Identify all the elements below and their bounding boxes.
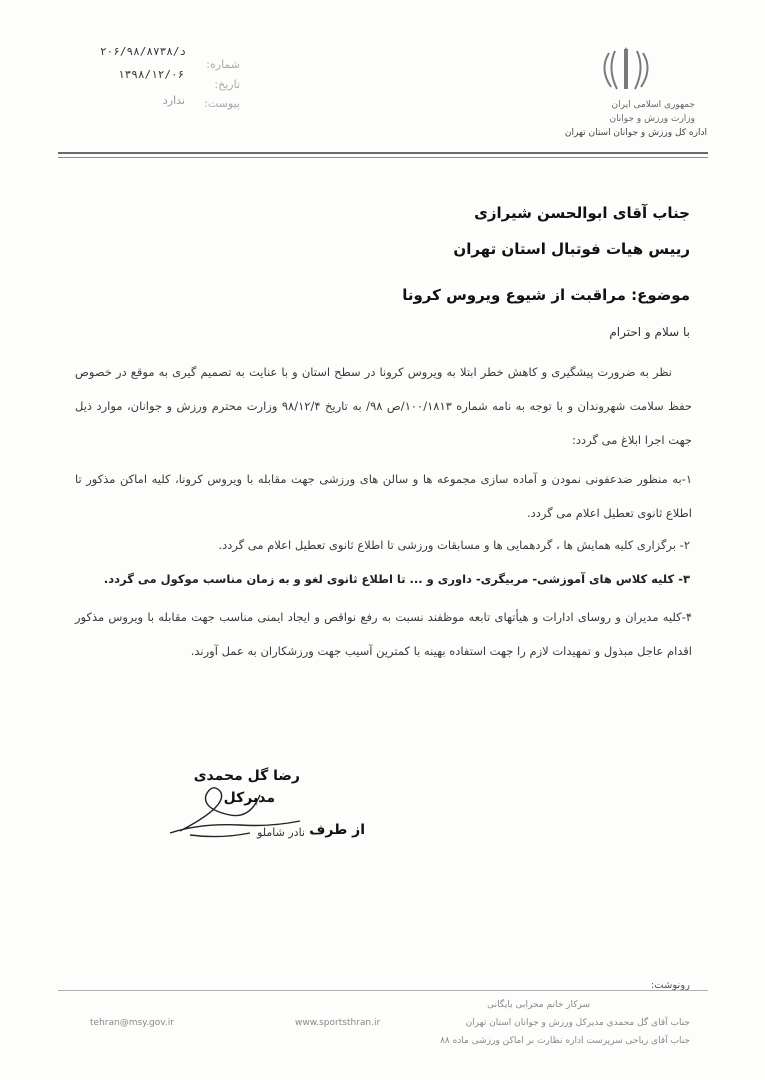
iran-emblem-icon [597, 45, 655, 95]
cc-title: رونوشت: [650, 980, 690, 991]
cc-line: جناب آقای گل محمدی مدیرکل ورزش و جوانان استان تهران [465, 1018, 690, 1028]
attachment-value: ندارد [162, 94, 185, 107]
list-item: ۳- کلیه کلاس های آموزشی- مربیگری- داوری و ... تا اطلاع ثانوی لغو و به زمان مناسب موکول می گردد. [103, 572, 690, 586]
number-label: شماره: [206, 58, 240, 71]
recipient-title: رییس هیات فوتبال استان تهران [453, 240, 690, 258]
on-behalf-label: از طرف [309, 822, 365, 838]
list-item: ۲- برگزاری کلیه همایش ها ، گردهمایی ها و مسابقات ورزشی تا اطلاع ثانوی تعطیل اعلام می گردد. [218, 538, 690, 552]
signatory-name: رضا گل محمدی [193, 768, 300, 784]
org-line-3: اداره کل ورزش و جوانان استان تهران [564, 128, 707, 138]
date-label: تاریخ: [214, 78, 240, 91]
list-item: ۴-کلیه مدیران و روسای ادارات و هیأتهای تابعه موظفند نسبت به رفع نواقص و ایجاد ایمنی مناسب جهت مقابله با ویروس مذکور اقدام عاجل مبذول و تمهیدات لازم را جهت استفاده بهینه با کمترین آسیب جهت ورزشکاران به عمل آورند. [75, 610, 692, 658]
footer-email: tehran@msy.gov.ir [90, 1018, 174, 1028]
greeting: با سلام و احترام [609, 325, 690, 339]
footer-divider [58, 990, 708, 991]
header-divider [58, 152, 708, 154]
signatory-title: مدیرکل [223, 790, 275, 806]
cc-line: سرکار خانم محرابی بایگانی [487, 1000, 590, 1010]
letter-date: ۱۳۹۸/۱۲/۰۶ [118, 68, 185, 81]
intro-paragraph: نظر به ضرورت پیشگیری و کاهش خطر ابتلا به ویروس کرونا در سطح استان و با عنایت به تصمیم گیری به موقع در خصوص حفظ سلامت شهروندان و با توجه به نامه شماره ۱۰۰/۱۸۱۳/ص ۹۸/ به تاریخ ۹۸/۱۲/۴ وزارت محترم ورزش و جوانان، موارد ذیل جهت اجرا ابلاغ می گردد: [75, 365, 693, 447]
letter-number: ۲۰۶/۹۸/د/۸۷۳۸ [100, 45, 187, 58]
header-divider-thin [58, 157, 708, 158]
letter-subject: موضوع: مراقبت از شیوع ویروس کرونا [402, 286, 690, 304]
org-line-1: جمهوری اسلامی ایران [611, 100, 695, 110]
list-item: ۱-به منظور ضدعفونی نمودن و آماده سازی مجموعه ها و سالن های ورزشی جهت مقابله با ویروس کرونا، کلیه اماکن مذکور تا اطلاع ثانوی تعطیل اعلام می گردد. [75, 472, 692, 520]
on-behalf-name: نادر شاملو [257, 826, 305, 839]
footer-website: www.sportsthran.ir [295, 1018, 381, 1028]
org-line-2: وزارت ورزش و جوانان [609, 114, 695, 124]
attachment-label: پیوست: [204, 97, 240, 110]
cc-line: جناب آقای ریاحی سرپرست اداره نظارت بر اماکن ورزشی ماده ۸۸ [440, 1036, 690, 1046]
recipient-name: جناب آقای ابوالحسن شیرازی [474, 204, 690, 222]
